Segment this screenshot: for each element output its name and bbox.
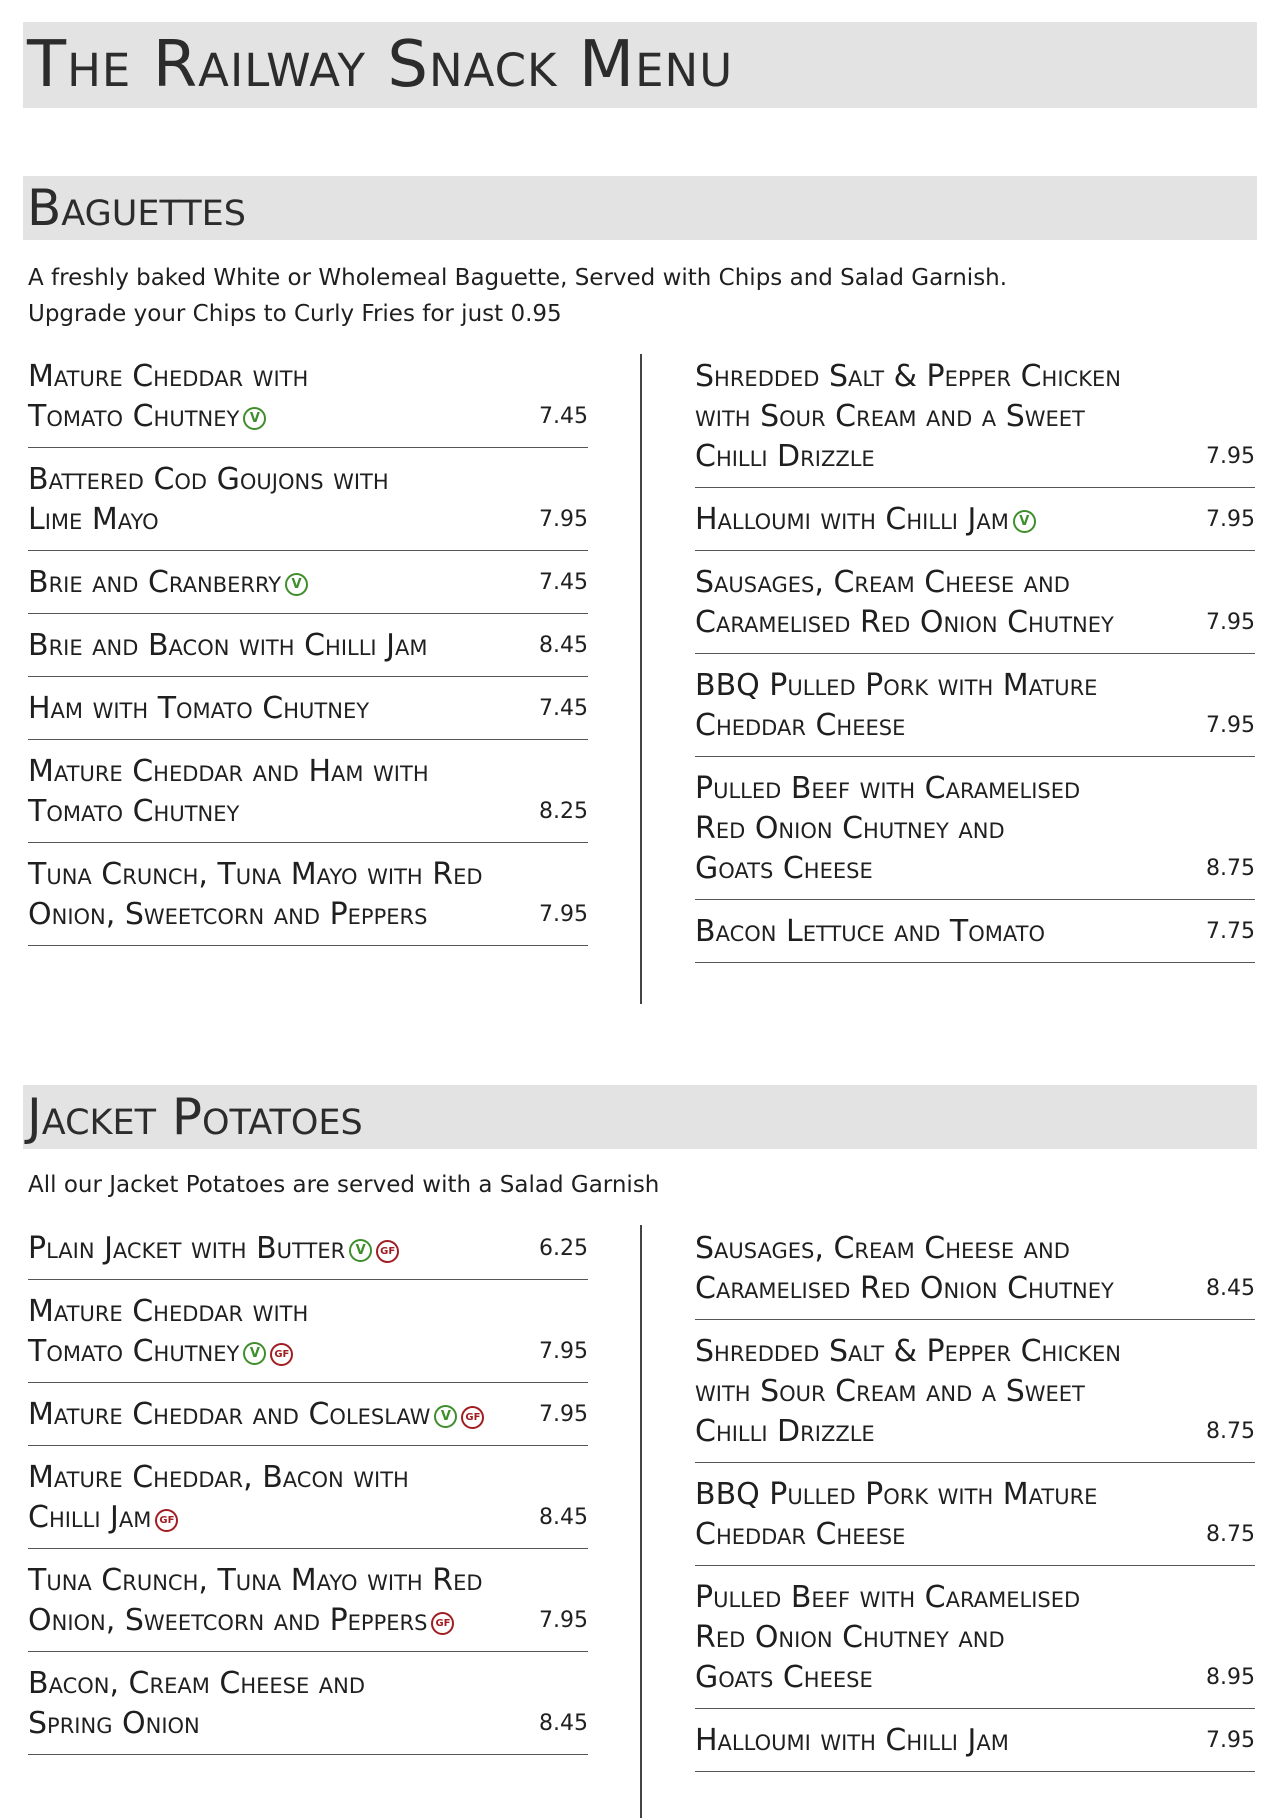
- menu-item-name-line: Tomato Chutney: [28, 794, 240, 829]
- vegetarian-icon: V: [349, 1239, 372, 1262]
- menu-item-price: 7.95: [539, 507, 588, 532]
- baguettes-description-line: A freshly baked White or Wholemeal Baguette, Served with Chips and Salad Garnish.: [28, 265, 1008, 291]
- menu-item-name-line: Pulled Beef with Caramelised: [695, 1580, 1081, 1615]
- menu-item-name-line: Goats Cheese: [695, 851, 873, 886]
- menu-item-price: 7.95: [539, 1339, 588, 1364]
- menu-item-name-line: Onion, Sweetcorn and Peppers: [28, 897, 428, 932]
- menu-item: [28, 1383, 588, 1446]
- menu-item-name-line: Mature Cheddar with: [28, 359, 309, 394]
- menu-item-name: [28, 1229, 508, 1269]
- menu-item-name: [28, 1292, 508, 1372]
- menu-item-name-line: Shredded Salt & Pepper Chicken: [695, 359, 1121, 394]
- menu-item: [695, 1709, 1255, 1772]
- menu-item-name: [695, 1475, 1175, 1555]
- menu-item-price: 8.45: [539, 1505, 588, 1530]
- menu-item-name-line: Ham with Tomato Chutney: [28, 691, 370, 726]
- menu-item: [695, 488, 1255, 551]
- vegetarian-icon: V: [285, 573, 308, 596]
- title-banner: [23, 22, 1257, 108]
- menu-item-name-line: Spring Onion: [28, 1706, 200, 1741]
- baguettes-right-column: [695, 345, 1255, 963]
- column-divider: [640, 354, 642, 1004]
- menu-item-name: [695, 666, 1175, 746]
- menu-item: [28, 614, 588, 677]
- menu-item-name-line: Halloumi with Chilli Jam: [695, 1723, 1009, 1758]
- menu-item: [695, 1566, 1255, 1709]
- menu-item-name-line: Caramelised Red Onion Chutney: [695, 1271, 1114, 1306]
- jacket-potatoes-banner: [23, 1085, 1257, 1149]
- menu-item-name: [695, 1229, 1175, 1309]
- menu-item: [28, 1549, 588, 1652]
- vegetarian-icon: V: [434, 1405, 457, 1428]
- jacket-potatoes-description: [28, 1167, 659, 1203]
- jacket-potatoes-description-line: All our Jacket Potatoes are served with a Salad Garnish: [28, 1172, 660, 1198]
- menu-item-name-line: Bacon Lettuce and Tomato: [695, 914, 1045, 949]
- menu-item-price: 7.95: [1206, 444, 1255, 469]
- menu-item-name-line: Chilli Jam GF: [28, 1498, 508, 1538]
- baguettes-left-column: [28, 345, 588, 946]
- menu-item-name-line: Mature Cheddar and Ham with: [28, 754, 429, 789]
- menu-item-price: 7.45: [539, 570, 588, 595]
- menu-item: [28, 1217, 588, 1280]
- menu-item-name-line: with Sour Cream and a Sweet: [695, 1374, 1085, 1409]
- menu-item: [695, 1320, 1255, 1463]
- menu-item-price: 8.75: [1206, 1522, 1255, 1547]
- menu-item-name: [695, 1721, 1175, 1761]
- menu-item-price: 8.45: [539, 633, 588, 658]
- menu-item-name: [695, 1332, 1175, 1452]
- menu-item-price: 8.95: [1206, 1665, 1255, 1690]
- menu-item-name: [28, 1664, 508, 1744]
- menu-item-name: [28, 689, 508, 729]
- menu-item-name-line: with Sour Cream and a Sweet: [695, 399, 1085, 434]
- menu-item-price: 7.95: [539, 1608, 588, 1633]
- jacket-potatoes-heading: Jacket Potatoes: [27, 1088, 363, 1146]
- menu-item-name: [695, 912, 1175, 952]
- menu-item-price: 8.45: [539, 1711, 588, 1736]
- menu-item-name-line: Onion, Sweetcorn and Peppers GF: [28, 1601, 508, 1641]
- menu-item-name-line: Mature Cheddar with: [28, 1294, 309, 1329]
- menu-item-name-line: Sausages, Cream Cheese and: [695, 565, 1070, 600]
- menu-item-name: [28, 626, 508, 666]
- menu-item-name-line: Tomato Chutney V GF: [28, 1332, 508, 1372]
- jacket-potatoes-left-column: [28, 1217, 588, 1755]
- menu-item-name: [695, 500, 1175, 540]
- menu-item-price: 7.75: [1206, 919, 1255, 944]
- menu-item-name-line: Chilli Drizzle: [695, 1414, 875, 1449]
- gluten-free-icon: GF: [461, 1406, 484, 1429]
- menu-item: [28, 740, 588, 843]
- menu-item-name-line: Brie and Bacon with Chilli Jam: [28, 628, 428, 663]
- menu-item: [695, 1217, 1255, 1320]
- baguettes-description: [28, 260, 1007, 332]
- menu-item: [28, 1280, 588, 1383]
- menu-item-name-line: Caramelised Red Onion Chutney: [695, 605, 1114, 640]
- menu-item: [28, 448, 588, 551]
- menu-item-price: 8.75: [1206, 856, 1255, 881]
- menu-item-price: 7.45: [539, 696, 588, 721]
- menu-item-price: 7.95: [1206, 713, 1255, 738]
- menu-item: [28, 1652, 588, 1755]
- jacket-potatoes-right-column: [695, 1217, 1255, 1772]
- menu-item: [28, 677, 588, 740]
- menu-item-name-line: Bacon, Cream Cheese and: [28, 1666, 366, 1701]
- menu-item-name-line: Cheddar Cheese: [695, 1517, 906, 1552]
- menu-item-name-line: Pulled Beef with Caramelised: [695, 771, 1081, 806]
- menu-item-name: [695, 357, 1175, 477]
- baguettes-heading: Baguettes: [27, 179, 246, 237]
- vegetarian-icon: V: [1013, 510, 1036, 533]
- menu-item-name: [28, 357, 508, 437]
- menu-item-name-line: Shredded Salt & Pepper Chicken: [695, 1334, 1121, 1369]
- menu-item-name: [28, 1395, 508, 1435]
- menu-item-price: 7.45: [539, 404, 588, 429]
- gluten-free-icon: GF: [376, 1240, 399, 1263]
- menu-item-name-line: Battered Cod Goujons with: [28, 462, 389, 497]
- menu-item-name: [28, 1458, 508, 1538]
- menu-item-name: [695, 563, 1175, 643]
- menu-item-name-line: Cheddar Cheese: [695, 708, 906, 743]
- menu-item-price: 7.95: [1206, 610, 1255, 635]
- menu-item: [695, 345, 1255, 488]
- menu-item-name-line: BBQ Pulled Pork with Mature: [695, 1477, 1098, 1512]
- menu-item-name: [28, 855, 508, 935]
- menu-item: [28, 843, 588, 946]
- menu-item-price: 8.25: [539, 799, 588, 824]
- menu-item-name-line: Tuna Crunch, Tuna Mayo with Red: [28, 1563, 483, 1598]
- gluten-free-icon: GF: [431, 1612, 454, 1635]
- menu-item: [28, 1446, 588, 1549]
- menu-item-name-line: BBQ Pulled Pork with Mature: [695, 668, 1098, 703]
- menu-item: [695, 900, 1255, 963]
- column-divider: [640, 1225, 642, 1818]
- menu-item-name: [28, 752, 508, 832]
- menu-item: [28, 345, 588, 448]
- menu-item-name-line: Plain Jacket with Butter V GF: [28, 1229, 508, 1269]
- menu-item-name-line: Mature Cheddar and Coleslaw V GF: [28, 1395, 508, 1435]
- menu-item-name: [28, 460, 508, 540]
- menu-item-name-line: Halloumi with Chilli Jam V: [695, 500, 1175, 540]
- menu-item: [695, 551, 1255, 654]
- menu-item-name-line: Sausages, Cream Cheese and: [695, 1231, 1070, 1266]
- menu-item-name-line: Mature Cheddar, Bacon with: [28, 1460, 409, 1495]
- menu-item-price: 7.95: [539, 1402, 588, 1427]
- menu-item: [695, 757, 1255, 900]
- vegetarian-icon: V: [243, 407, 266, 430]
- menu-item-name: [695, 769, 1175, 889]
- menu-item-price: 8.45: [1206, 1276, 1255, 1301]
- menu-item-price: 7.95: [539, 902, 588, 927]
- menu-item-price: 6.25: [539, 1236, 588, 1261]
- menu-item-name: [28, 563, 508, 603]
- menu-item-name-line: Chilli Drizzle: [695, 439, 875, 474]
- menu-item-price: 7.95: [1206, 1728, 1255, 1753]
- menu-item: [695, 654, 1255, 757]
- menu-item-name-line: Tuna Crunch, Tuna Mayo with Red: [28, 857, 483, 892]
- gluten-free-icon: GF: [155, 1509, 178, 1532]
- baguettes-description-line: Upgrade your Chips to Curly Fries for just 0.95: [28, 301, 562, 327]
- menu-item-name-line: Lime Mayo: [28, 502, 159, 537]
- vegetarian-icon: V: [243, 1342, 266, 1365]
- menu-item-price: 7.95: [1206, 507, 1255, 532]
- menu-title: The Railway Snack Menu: [27, 28, 734, 102]
- menu-item-name-line: Goats Cheese: [695, 1660, 873, 1695]
- menu-item-name: [28, 1561, 508, 1641]
- menu-item: [28, 551, 588, 614]
- menu-item-name: [695, 1578, 1175, 1698]
- menu-item-name-line: Tomato Chutney V: [28, 397, 508, 437]
- menu-item-name-line: Red Onion Chutney and: [695, 811, 1005, 846]
- baguettes-banner: [23, 176, 1257, 240]
- menu-item: [695, 1463, 1255, 1566]
- menu-item-price: 8.75: [1206, 1419, 1255, 1444]
- menu-item-name-line: Red Onion Chutney and: [695, 1620, 1005, 1655]
- menu-item-name-line: Brie and Cranberry V: [28, 563, 508, 603]
- gluten-free-icon: GF: [270, 1343, 293, 1366]
